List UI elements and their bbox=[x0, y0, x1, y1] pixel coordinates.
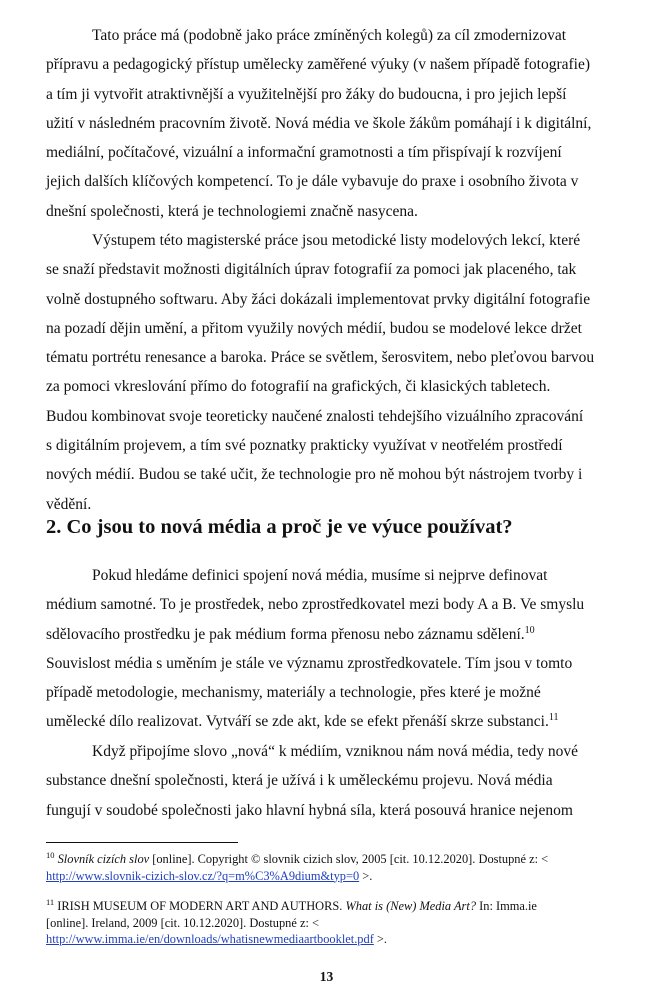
text-segment: sdělovacího prostředku je pak médium forma přenosu nebo záznamu sdělení. bbox=[46, 625, 525, 643]
footnote-title: Slovník cizích slov bbox=[57, 852, 150, 866]
paragraph-definition bbox=[46, 561, 612, 737]
text-line: se snaží představit možnosti digitálních úprav fotografií za pomoci jak placeného, tak bbox=[46, 261, 577, 279]
footnote-text: IRISH MUSEUM OF MODERN ART AND AUTHORS. bbox=[54, 899, 346, 913]
text-line: přípravu a pedagogický přístup umělecky zaměřené výuky (v našem případě fotografie) bbox=[46, 56, 591, 74]
text-line: médium samotné. To je prostředek, nebo zprostředkovatel mezi body A a B. Ve smyslu bbox=[46, 596, 585, 614]
footnote-line bbox=[46, 851, 626, 868]
text-line: a tím ji vytvořit atraktivnější a využitelnější pro žáky do budoucna, i pro jejich lepší bbox=[46, 85, 567, 103]
text-line: tématu portrétu renesance a baroka. Práce se světlem, šerosvitem, nebo pleťovou barvou bbox=[46, 349, 595, 367]
footnote-10 bbox=[46, 851, 626, 884]
text-line: užití v následném pracovním životě. Nová média ve škole žákům pomáhají i k digitální, bbox=[46, 114, 592, 132]
text-line: s digitálním projevem, a tím své poznatky prakticky využívat v neotřelém prostředí bbox=[46, 437, 563, 455]
footnote-number: 10 bbox=[46, 849, 55, 860]
text-line: mediální, počítačové, vizuální a informační gramotnosti a tím přispívají k rozvíjení bbox=[46, 144, 562, 162]
text-line: nových médií. Budou se také učit, že technologie pro ně mohou být nástrojem tvorby i bbox=[46, 466, 583, 484]
section-heading: 2. Co jsou to nová média a proč je ve výuce používat? bbox=[46, 516, 513, 538]
text-line: případě metodologie, mechanismy, materiály a technologie, přes které je možné bbox=[46, 684, 541, 702]
text-line: vědění. bbox=[46, 495, 92, 513]
text-line: fungují v soudobé společnosti jako hlavní hybná síla, která posouvá hranice nejenom bbox=[46, 801, 573, 819]
footnote-line bbox=[46, 931, 626, 948]
footnote-title: What is (New) Media Art? bbox=[345, 899, 477, 913]
footnote-link[interactable]: http://www.imma.ie/en/downloads/whatisnewmediaartbooklet.pdf bbox=[46, 932, 374, 946]
text-line: jejich dalších klíčových kompetencí. To je dále vybavuje do praxe i osobního života v bbox=[46, 173, 579, 191]
footnote-11 bbox=[46, 898, 626, 948]
footnote-divider bbox=[46, 842, 238, 843]
page-number: 13 bbox=[319, 969, 334, 984]
text-line: Výstupem této magisterské práce jsou metodické listy modelových lekcí, které bbox=[92, 232, 581, 249]
paragraph-output bbox=[46, 226, 612, 519]
footnote-line bbox=[46, 898, 626, 915]
text-line: volně dostupného softwaru. Aby žáci dokázali implementovat prvky digitální fotografie bbox=[46, 290, 591, 308]
text-line: na pozadí dějin umění, a přitom využily nových médií, budou se modelové lekce držet bbox=[46, 319, 582, 337]
text-line: Souvislost média s uměním je stále ve významu zprostředkovatele. Tím jsou v tomto bbox=[46, 654, 573, 672]
text-line: Pokud hledáme definici spojení nová média, musíme si nejprve definovat bbox=[92, 567, 548, 584]
footnote-text: In: Imma.ie bbox=[476, 899, 537, 913]
text-line: dnešní společnosti, která je technologiemi značně nasycena. bbox=[46, 202, 418, 220]
footnote-ref[interactable]: 11 bbox=[548, 712, 559, 724]
footnote-link[interactable]: http://www.slovnik-cizich-slov.cz/?q=m%C3%A9dium&typ=0 bbox=[46, 868, 360, 883]
footnote-ref[interactable]: 10 bbox=[524, 624, 535, 636]
text-line: Když připojíme slovo „nová“ k médiím, vzniknou nám nová média, tedy nové bbox=[92, 743, 578, 760]
text-line bbox=[46, 707, 612, 736]
footnote-text: >. bbox=[373, 932, 388, 946]
paragraph-intro bbox=[46, 21, 612, 226]
text-line: substance dnešní společnosti, která je užívá i k uměleckému projevu. Nová média bbox=[46, 772, 553, 790]
text-segment: umělecké dílo realizovat. Vytváří se zde akt, kde se efekt přenáší skrze substanci. bbox=[46, 713, 549, 731]
footnote-text: [online]. Copyright © slovnik cizich slov, 2005 [cit. 10.12.2020]. Dostupné z: < bbox=[149, 852, 549, 866]
footnote-line: [online]. Ireland, 2009 [cit. 10.12.2020]. Dostupné z: < bbox=[46, 915, 319, 930]
paragraph-new-media bbox=[46, 737, 612, 825]
footnote-number: 11 bbox=[46, 896, 55, 907]
footnote-line bbox=[46, 868, 626, 885]
text-line: za pomoci vkreslování přímo do fotografií na grafických, či klasických tabletech. bbox=[46, 378, 551, 396]
text-line bbox=[46, 620, 612, 649]
text-line: Budou kombinovat svoje teoreticky naučené znalosti tehdejšího vizuálního zpracování bbox=[46, 407, 584, 425]
text-line: Tato práce má (podobně jako práce zmíněných kolegů) za cíl zmodernizovat bbox=[92, 27, 567, 44]
footnote-text: >. bbox=[359, 868, 373, 883]
